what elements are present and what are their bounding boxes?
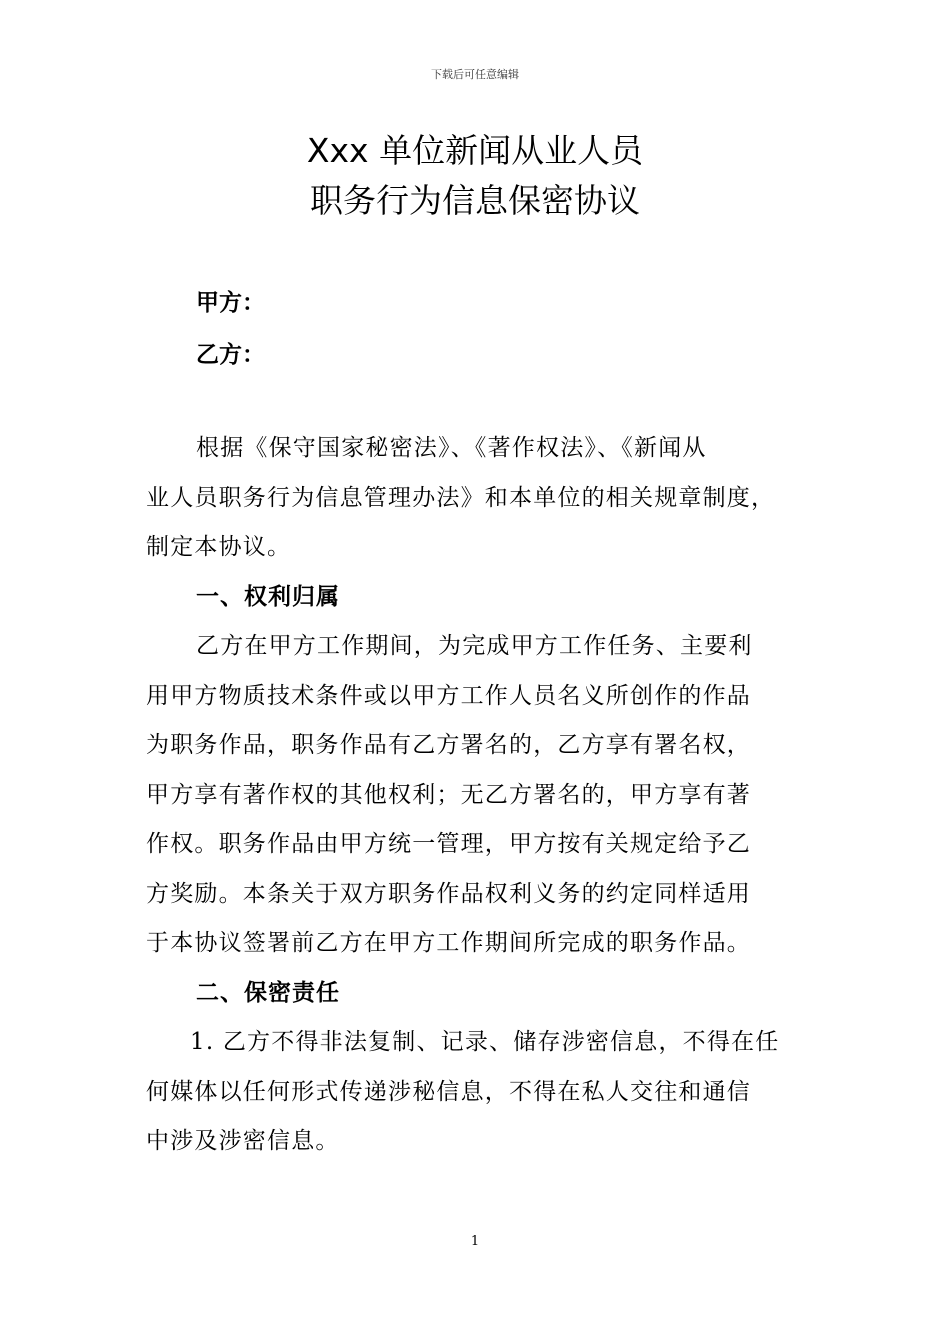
section-2-heading: 二、保密责任 [196, 979, 340, 1006]
party-b-label: 乙方： [196, 342, 265, 368]
section-1-line: 方奖励。本条关于双方职务作品权利义务的约定同样适用 [146, 880, 751, 907]
intro-line: 制定本协议。 [146, 534, 292, 560]
title-line-1: Xxx 单位新闻从业人员 [306, 131, 644, 170]
section-1-line: 用甲方物质技术条件或以甲方工作人员名义所创作的作品 [146, 682, 751, 709]
intro-line: 根据《保守国家秘密法》、《著作权法》、《新闻从 [196, 435, 707, 461]
page-number: 1 [470, 1234, 480, 1249]
party-a-label: 甲方： [196, 290, 265, 316]
section-2-line: 中涉及涉密信息。 [146, 1128, 340, 1154]
page-header: 下载后可任意编辑 [431, 68, 519, 81]
section-1-heading: 一、权利归属 [196, 583, 340, 610]
section-1-line: 甲方享有著作权的其他权利；无乙方署名的，甲方享有著 [146, 781, 751, 808]
section-1-line: 作权。职务作品由甲方统一管理，甲方按有关规定给予乙 [146, 831, 751, 857]
section-1-line: 乙方在甲方工作期间，为完成甲方工作任务、主要利 [196, 633, 753, 659]
section-2-line: 何媒体以任何形式传递涉秘信息，不得在私人交往和通信 [146, 1078, 751, 1105]
section-1-line: 于本协议签署前乙方在甲方工作期间所完成的职务作品。 [146, 930, 751, 956]
document-title [0, 126, 950, 226]
document-body [146, 424, 806, 1167]
intro-line: 业人员职务行为信息管理办法》和本单位的相关规章制度， [146, 484, 776, 511]
section-1-line: 为职务作品，职务作品有乙方署名的，乙方享有署名权， [146, 732, 751, 758]
title-line-2: 职务行为信息保密协议 [310, 181, 640, 220]
section-2-line: 1. 乙方不得非法复制、记录、储存涉密信息，不得在任 [190, 1029, 780, 1055]
